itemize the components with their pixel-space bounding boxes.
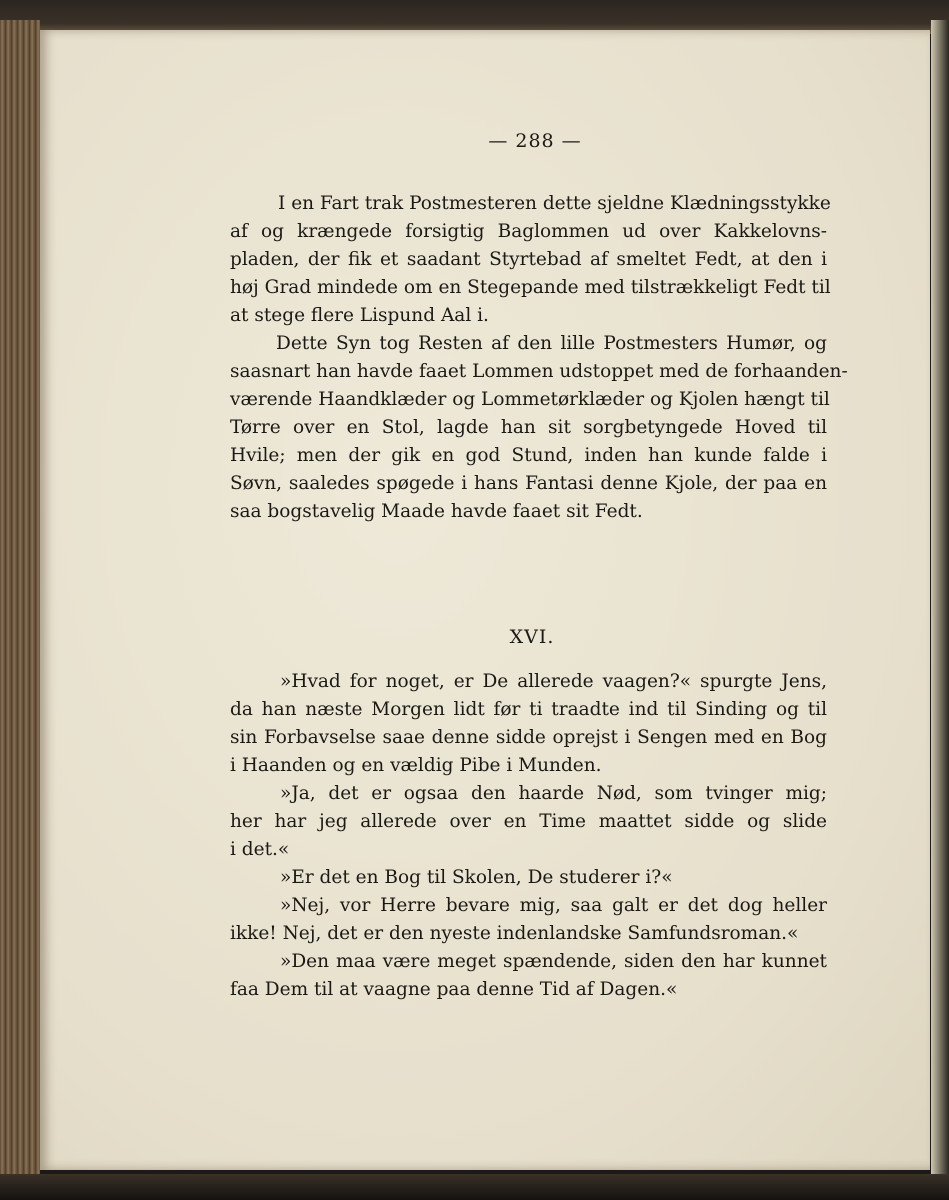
text-line: pladen, der fik et saadant Styrtebad af smeltet Fedt, at den i bbox=[230, 249, 827, 270]
text-line: Tørre over en Stol, lagde han sit sorgbetyngede Hoved til bbox=[230, 417, 827, 438]
text-line: at stege flere Lispund Aal i. bbox=[230, 305, 489, 326]
text-line: sin Forbavselse saae denne sidde oprejst i Sengen med en Bog bbox=[230, 727, 827, 748]
text-line: faa Dem til at vaagne paa denne Tid af Dagen.« bbox=[230, 979, 678, 1000]
book-edge-top bbox=[0, 0, 949, 34]
text-line: saa bogstavelig Maade havde faaet sit Fedt. bbox=[230, 501, 643, 522]
text-line: »Er det en Bog til Skolen, De studerer i?« bbox=[280, 867, 673, 888]
text-line: i Haanden og en vældig Pibe i Munden. bbox=[230, 755, 602, 776]
text-line: Hvile; men der gik en god Stund, inden han kunde falde i bbox=[230, 445, 827, 466]
text-line: i det.« bbox=[230, 839, 290, 860]
page-number: — 288 — bbox=[488, 130, 582, 152]
book-spine bbox=[0, 20, 40, 1180]
text-line: værende Haandklæder og Lommetørklæder og Kjolen hængt til bbox=[230, 389, 830, 410]
section-heading: XVI. bbox=[509, 626, 555, 648]
text-line: Dette Syn tog Resten af den lille Postmesters Humør, og bbox=[276, 333, 827, 354]
text-line: »Hvad for noget, er De allerede vaagen?« spurgte Jens, bbox=[280, 671, 827, 692]
text-line: »Nej, vor Herre bevare mig, saa galt er det dog heller bbox=[280, 895, 827, 916]
book-edge-bottom bbox=[0, 1174, 949, 1200]
text-line: da han næste Morgen lidt før ti traadte ind til Sinding og til bbox=[230, 699, 827, 720]
text-line: Søvn, saaledes spøgede i hans Fantasi denne Kjole, der paa en bbox=[230, 473, 827, 494]
text-line: ikke! Nej, det er den nyeste indenlandske Samfundsroman.« bbox=[230, 923, 799, 944]
text-line: af og krængede forsigtig Baglommen ud over Kakkelovns- bbox=[230, 221, 827, 242]
text-line: »Ja, det er ogsaa den haarde Nød, som tvinger mig; bbox=[280, 783, 827, 804]
book-page-stack-edge bbox=[931, 20, 949, 1180]
text-line: »Den maa være meget spændende, siden den har kunnet bbox=[280, 951, 827, 972]
text-line: I en Fart trak Postmesteren dette sjeldne Klædningsstykke bbox=[278, 193, 831, 214]
text-line: her har jeg allerede over en Time maattet sidde og slide bbox=[230, 811, 827, 832]
text-line: høj Grad mindede om en Stegepande med tilstrækkeligt Fedt til bbox=[230, 277, 831, 298]
text-line: saasnart han havde faaet Lommen udstoppet med de forhaanden- bbox=[230, 361, 848, 382]
book-page bbox=[40, 30, 930, 1170]
